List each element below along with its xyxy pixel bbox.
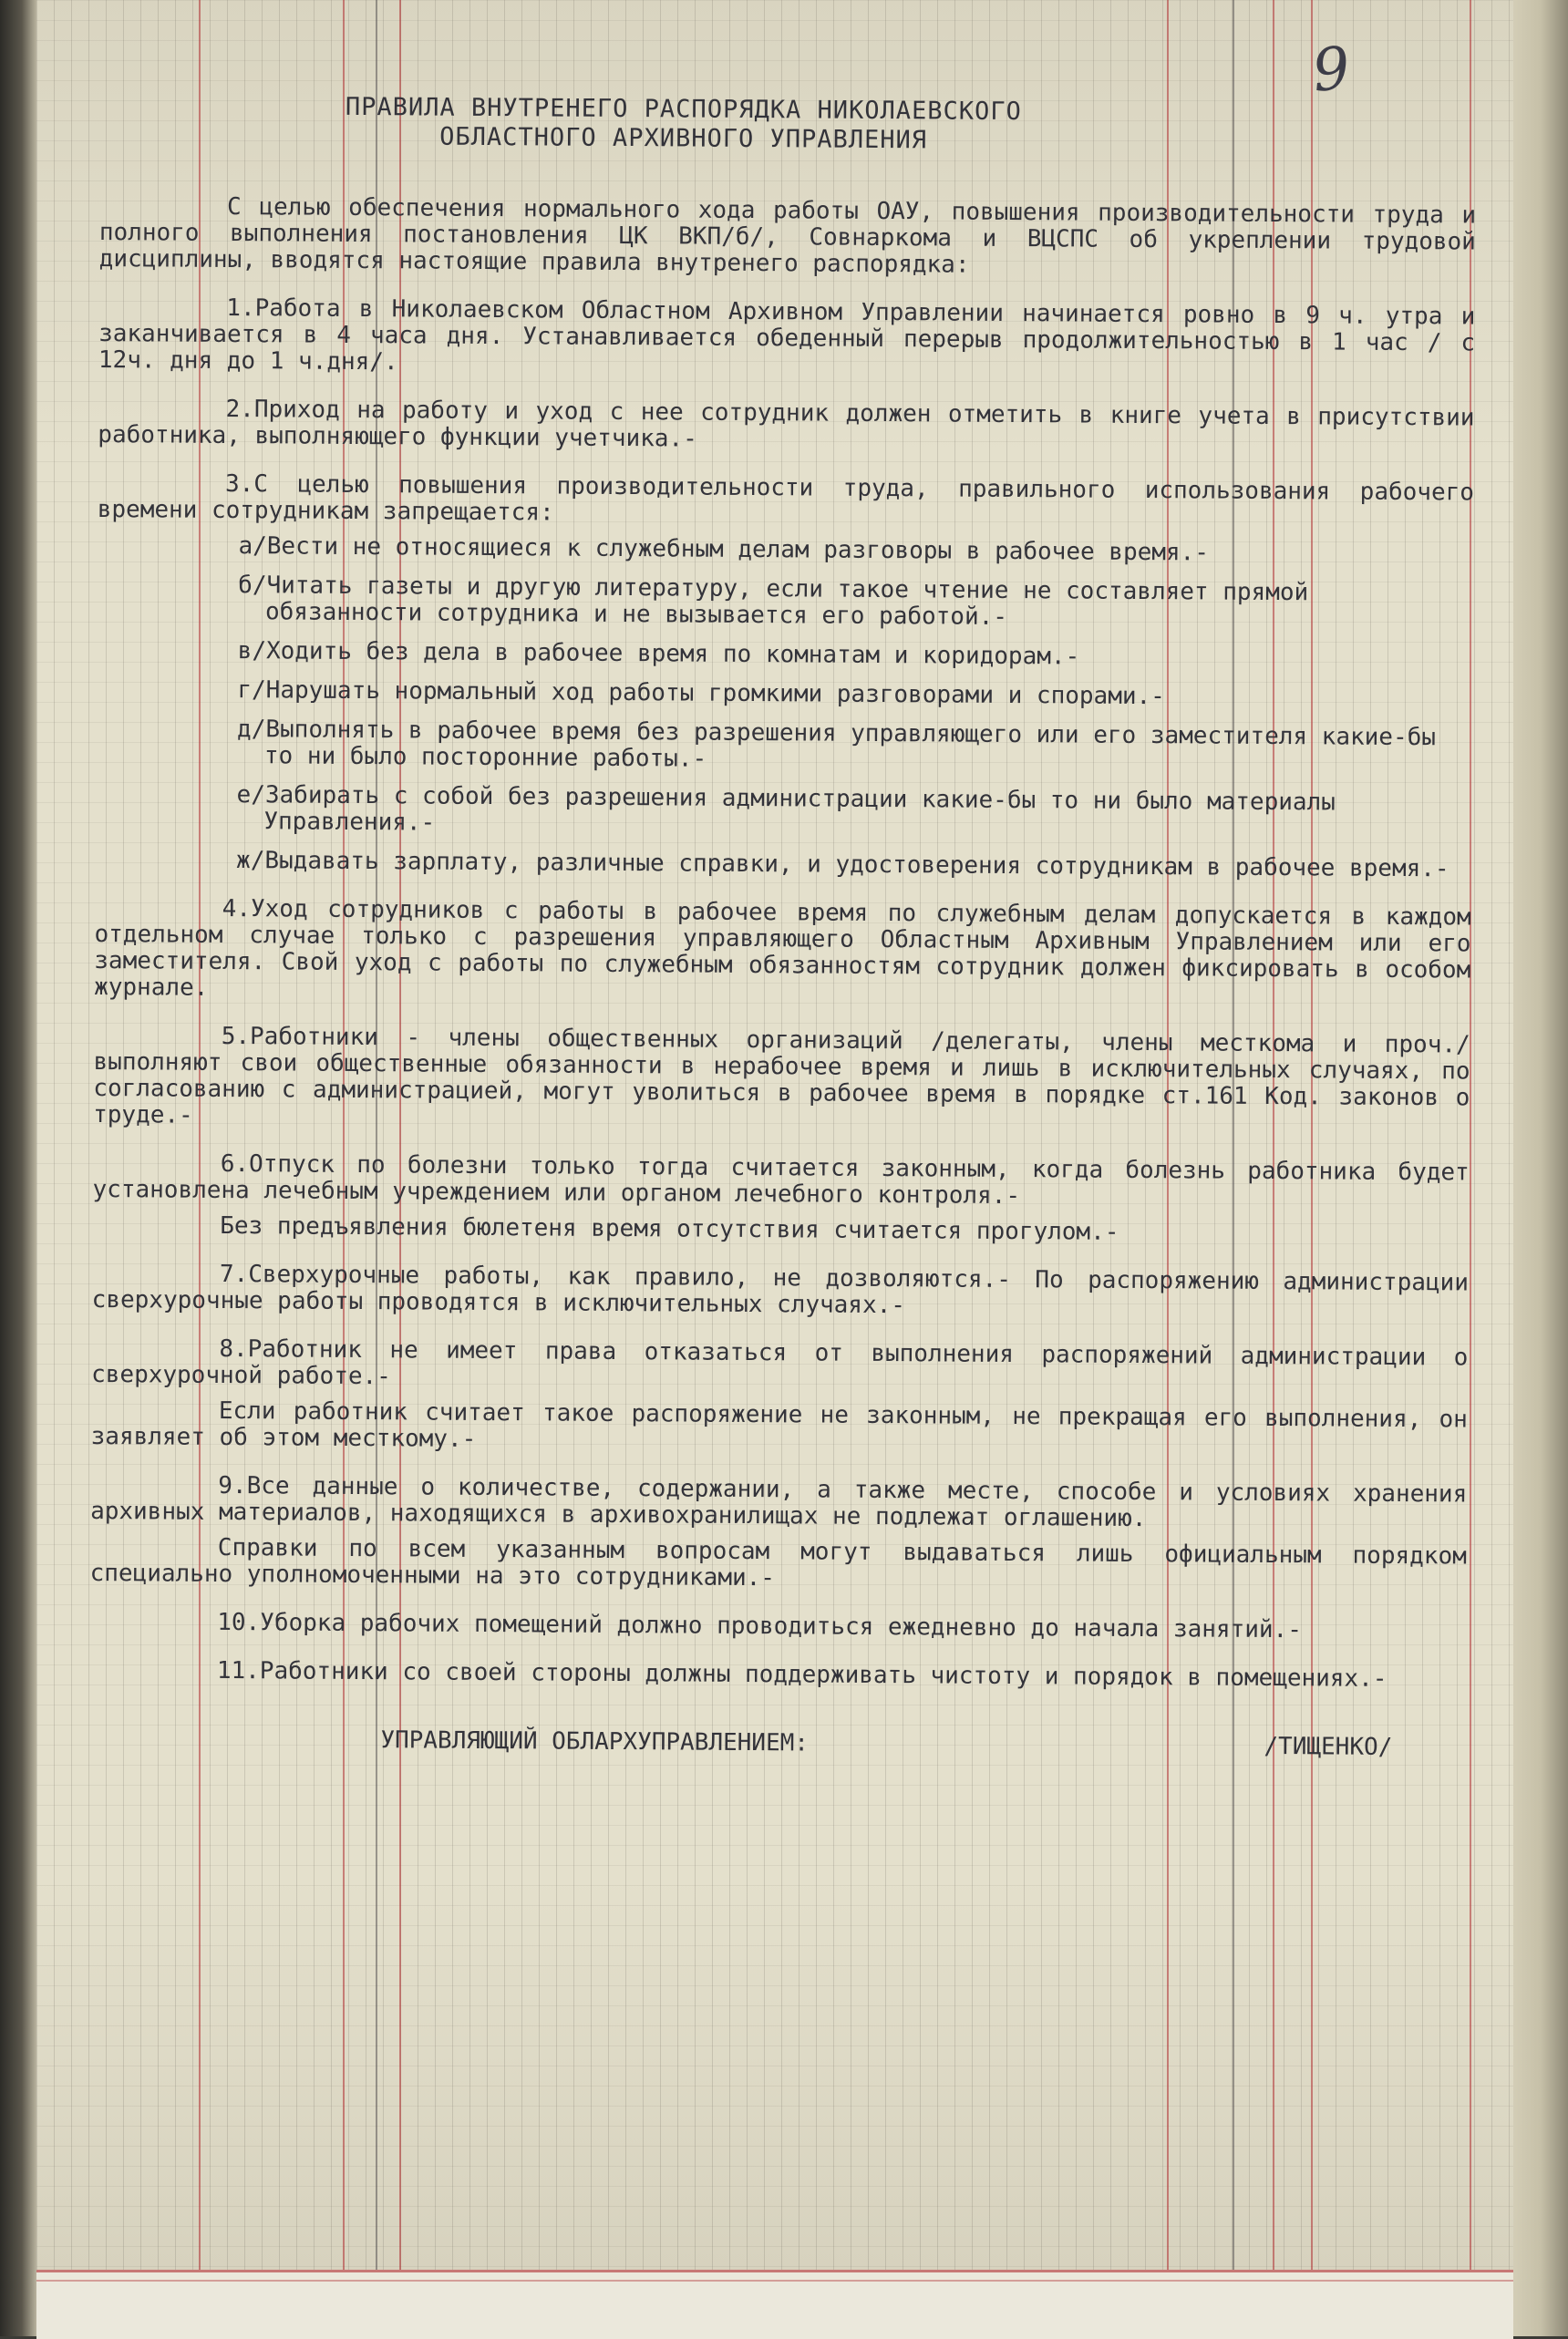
page-right-edge [1513, 0, 1568, 2336]
rule-4: 4.Уход сотрудников с работы в рабочее время по служебным делам допускается в каждом отдельном случае только с разрешения управляющего Областным Архивным Управлением или его заместителя. Свой уход с работы по служебным обязанностям сотрудник должен фиксировать в особом журнале. [94, 894, 1471, 1002]
intro-paragraph: С целью обеспечения нормального хода работы ОАУ, повышения производительности труда и полного выполнения постановления ЦК ВКП/б/, Совнаркома и ВЦСПС об укреплении трудовой дисциплины, вводятся настоящие правила внутренего распорядка: [98, 192, 1477, 279]
rule-7: 7.Сверхурочные работы, как правило, не дозволяются.- По распоряжению администрации сверхурочные работы проводятся в исключительных случаях.- [91, 1260, 1470, 1320]
rule-6: 6.Отпуск по болезни только тогда считается законным, когда болезнь работника будет установлена лечебным учреждением или органом лечебного контроля.- [92, 1149, 1470, 1211]
rule-3-item-g: г/Нарушать нормальный ход работы громкими разговорами и спорами.- [237, 676, 1165, 711]
title-line-1: ПРАВИЛА ВНУТРЕНЕГО РАСПОРЯДКА НИКОЛАЕВСКОГО [345, 92, 1022, 127]
rule-9: 9.Все данные о количестве, содержании, а также месте, способе и условиях хранения архивных материалов, находящихся в архивохранилищах не подлежат оглашению. [90, 1471, 1468, 1533]
rule-3-item-e: е/Забирать с собой без разрешения администрации какие-бы то ни было материалы Управления.- [236, 781, 1336, 837]
rule-3-item-a: а/Вести не относящиеся к служебным делам разговоры в рабочее время.- [238, 532, 1210, 567]
rule-8: 8.Работник не имеет права отказаться от выполнения распоряжений администрации о сверхурочной работе.- [91, 1334, 1469, 1391]
rule-3-item-d: д/Выполнять в рабочее время без разрешения управляющего или его заместителя какие-бы то ни было посторонние работы.- [237, 716, 1437, 773]
rule-3: 3.С целью повышения производительности труда, правильного использования рабочего времени сотрудникам запрещается: [97, 469, 1475, 527]
rule-8-note: Если работник считает такое распоряжение не законным, не прекращая его выполнения, он заявляет об этом месткому.- [90, 1396, 1468, 1453]
rule-5: 5.Работники - члены общественных организаций /делегаты, члены месткома и проч./ выполняют свои общественные обязанности в нерабочее время и лишь в исключительных случаях, по согласованию с администрацией, могут уволиться в рабочее время в порядке ст.161 Код. законов о труде.- [93, 1022, 1470, 1129]
signatory-position: УПРАВЛЯЮЩИЙ ОБЛАРХУПРАВЛЕНИЕМ: [380, 1726, 810, 1757]
page-left-edge [0, 0, 36, 2336]
signatory-name: /ТИЩЕНКО/ [1264, 1732, 1393, 1761]
document-title [100, 91, 1504, 160]
rule-9-note: Справки по всем указанным вопросам могут выдаваться лишь официальным порядком специально уполномоченными на это сотрудниками.- [89, 1533, 1467, 1592]
rule-2: 2.Приход на работу и уход с нее сотрудник должен отметить в книге учета в присутствии работника, выполняющего функции учетчика.- [98, 395, 1475, 453]
rule-3-item-zh: ж/Выдавать зарплату, различные справки, и удостоверения сотрудникам в рабочее время.- [236, 847, 1449, 883]
rule-3-item-v: в/Ходить без дела в рабочее время по комнатам и коридорам.- [237, 637, 1080, 671]
rule-3-item-b: б/Читать газеты и другую литературу, если такое чтение не составляет прямой обязанности сотрудника и не вызывается его работой.- [238, 572, 1309, 631]
rule-10: 10.Уборка рабочих помещений должно проводиться ежедневно до начала занятий.- [217, 1608, 1303, 1644]
paper-bottom-band [36, 2270, 1513, 2339]
document-body [88, 91, 1504, 1762]
rule-11: 11.Работники со своей стороны должны поддерживать чистоту и порядок в помещениях.- [216, 1656, 1387, 1693]
page-number: 9 [1309, 35, 1354, 106]
rule-6-note: Без предъявления бюлетеня время отсутствия считается прогулом.- [220, 1211, 1119, 1246]
title-line-2: ОБЛАСТНОГО АРХИВНОГО УПРАВЛЕНИЯ [439, 122, 928, 155]
rule-1: 1.Работа в Николаевском Областном Архивном Управлении начинается ровно в 9 ч. утра и заканчивается в 4 часа дня. Устанавливается обеденный перерыв продолжительностью в 1 час / с 12ч. дня до 1 ч.дня/. [98, 294, 1476, 376]
